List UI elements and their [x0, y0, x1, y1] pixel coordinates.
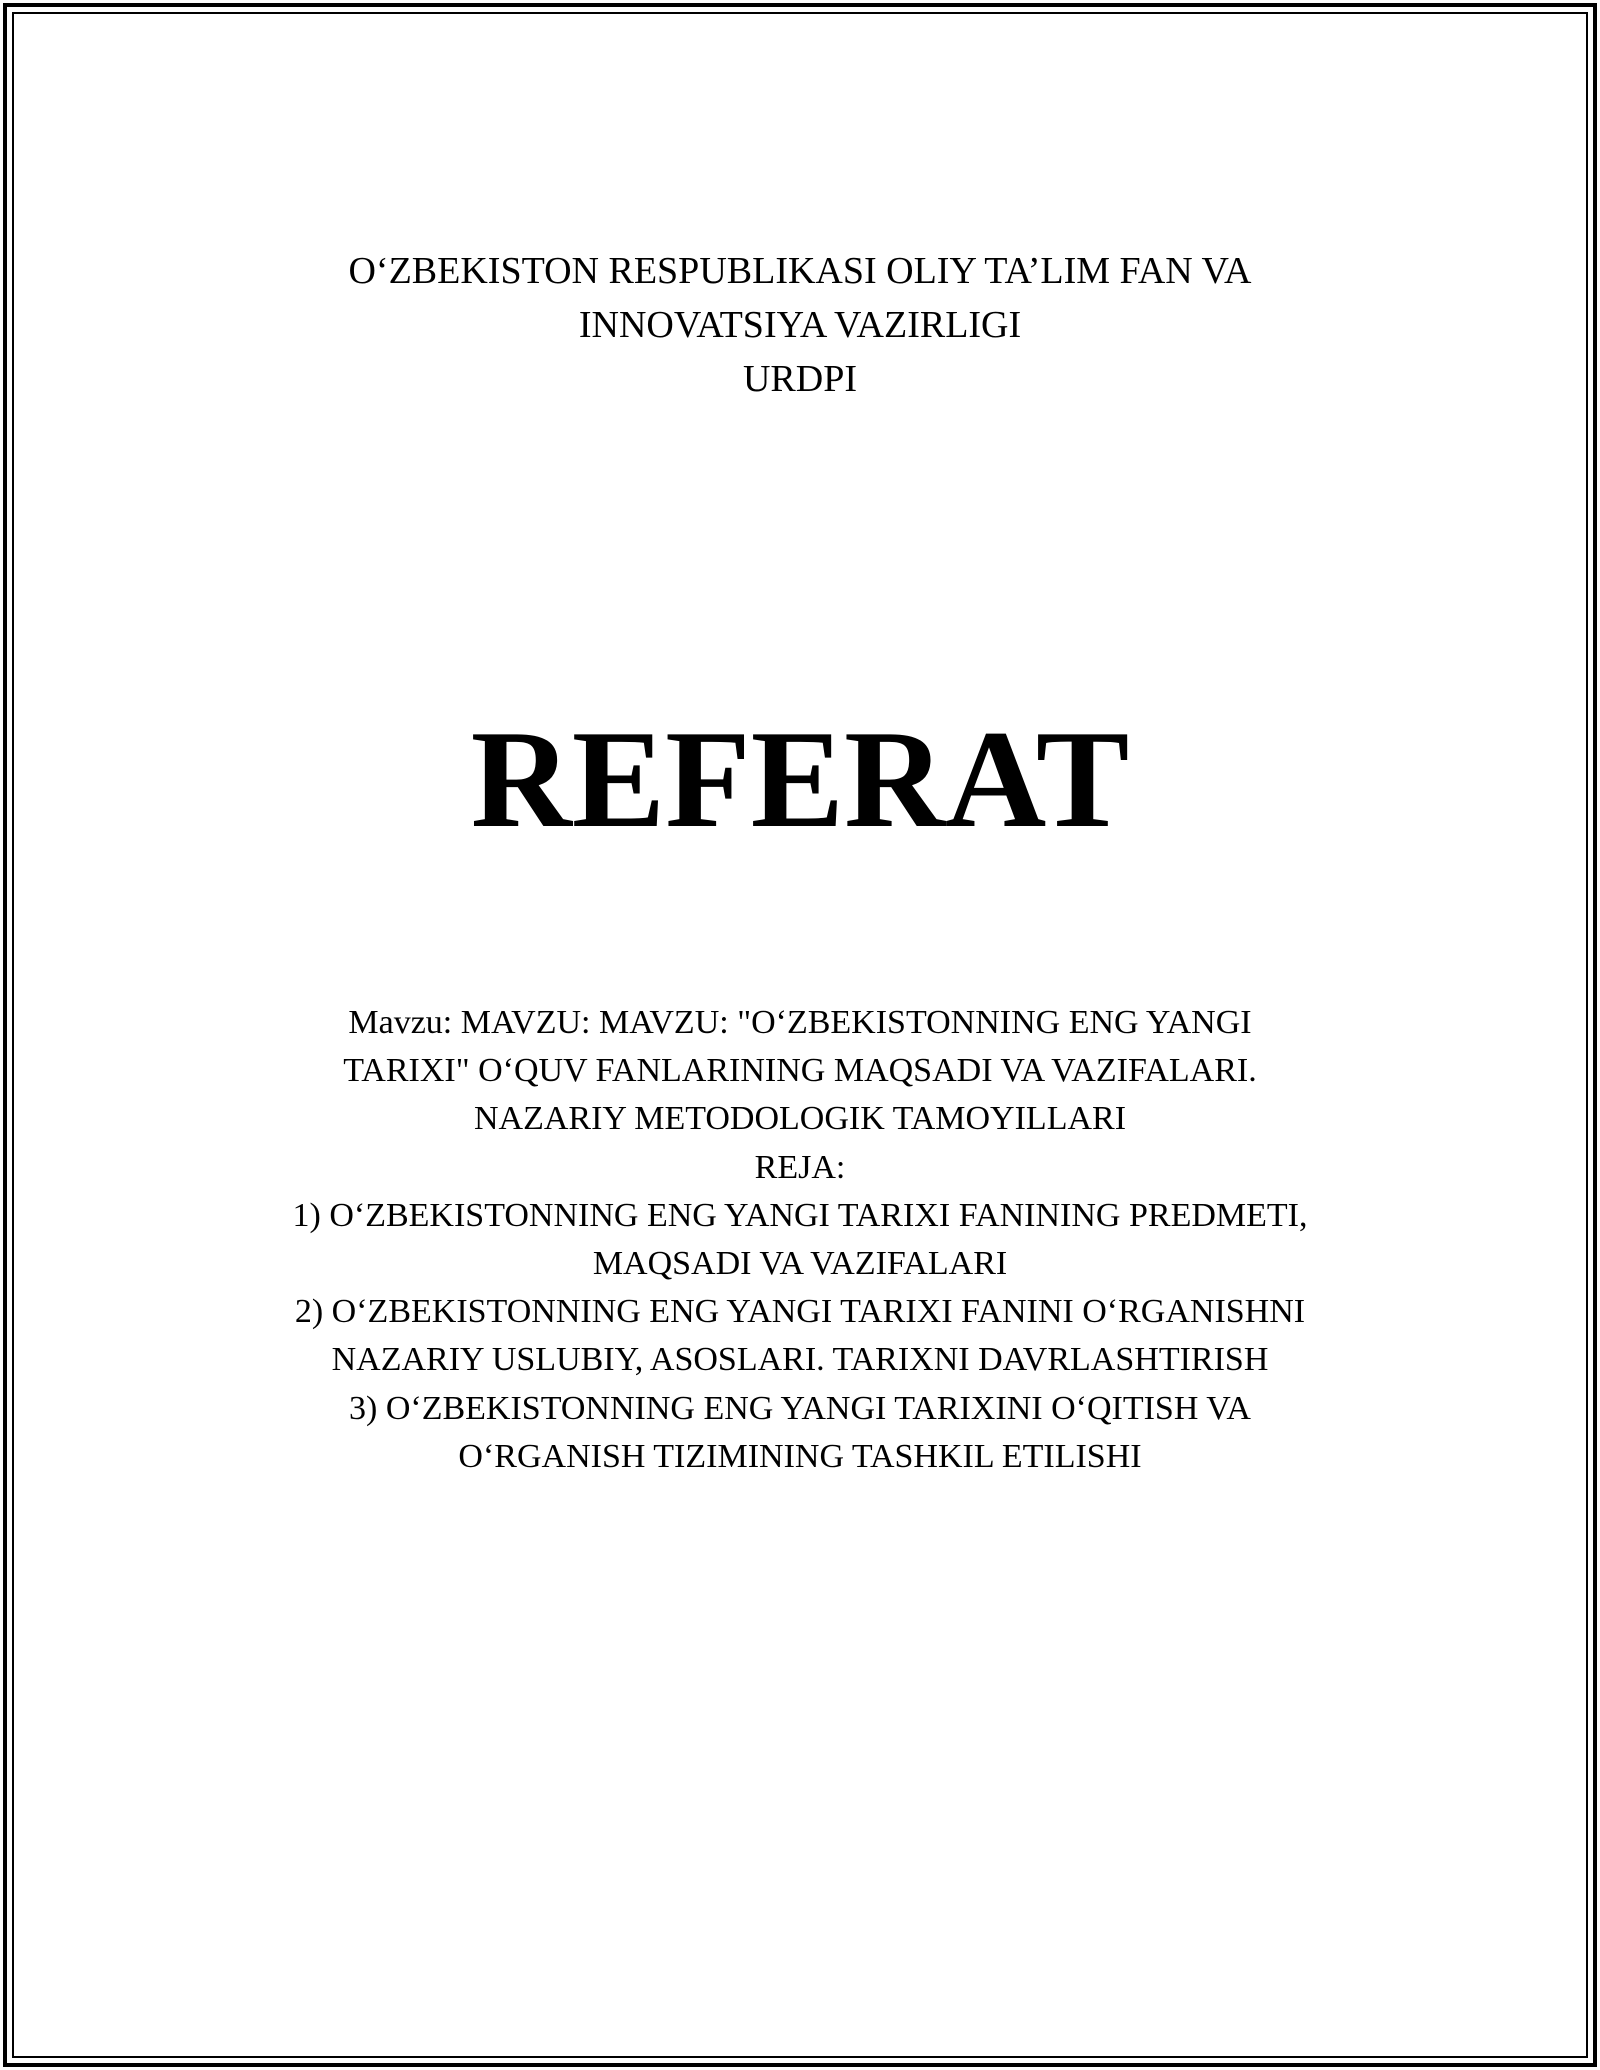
topic-line: Mavzu: MAVZU: MAVZU: "O‘ZBEKISTONNING ENG YANGI [348, 1004, 1252, 1041]
plan-item-2-cont: NAZARIY USLUBIY, ASOSLARI. TARIXNI DAVRLASHTIRISH [331, 1341, 1269, 1379]
topic-block [0, 999, 1600, 1481]
plan-item-1-cont: MAQSADI VA VAZIFALARI [592, 1245, 1008, 1283]
plan-item-3: 3) O‘ZBEKISTONNING ENG YANGI TARIXINI O‘QITISH VA [349, 1389, 1251, 1427]
plan-heading: REJA: [754, 1148, 846, 1186]
plan-item-1: 1) O‘ZBEKISTONNING ENG YANGI TARIXI FANINING PREDMETI, [292, 1196, 1308, 1234]
plan-item-2: 2) O‘ZBEKISTONNING ENG YANGI TARIXI FANINI O‘RGANISHNI [294, 1293, 1306, 1331]
header-line-ministry-cont: INNOVATSIYA VAZIRLIGI [578, 304, 1022, 346]
header-line-ministry: O‘ZBEKISTON RESPUBLIKASI OLIY TA’LIM FAN VA [348, 250, 1252, 292]
header-line-institute: URDPI [742, 358, 858, 400]
document-title: REFERAT [470, 702, 1130, 857]
topic-line: NAZARIY METODOLOGIK TAMOYILLARI [473, 1100, 1127, 1138]
institution-header [0, 244, 1600, 406]
plan-item-3-cont: O‘RGANISH TIZIMINING TASHKIL ETILISHI [458, 1437, 1142, 1475]
topic-line: TARIXI" O‘QUV FANLARINING MAQSADI VA VAZIFALARI. [343, 1052, 1257, 1090]
